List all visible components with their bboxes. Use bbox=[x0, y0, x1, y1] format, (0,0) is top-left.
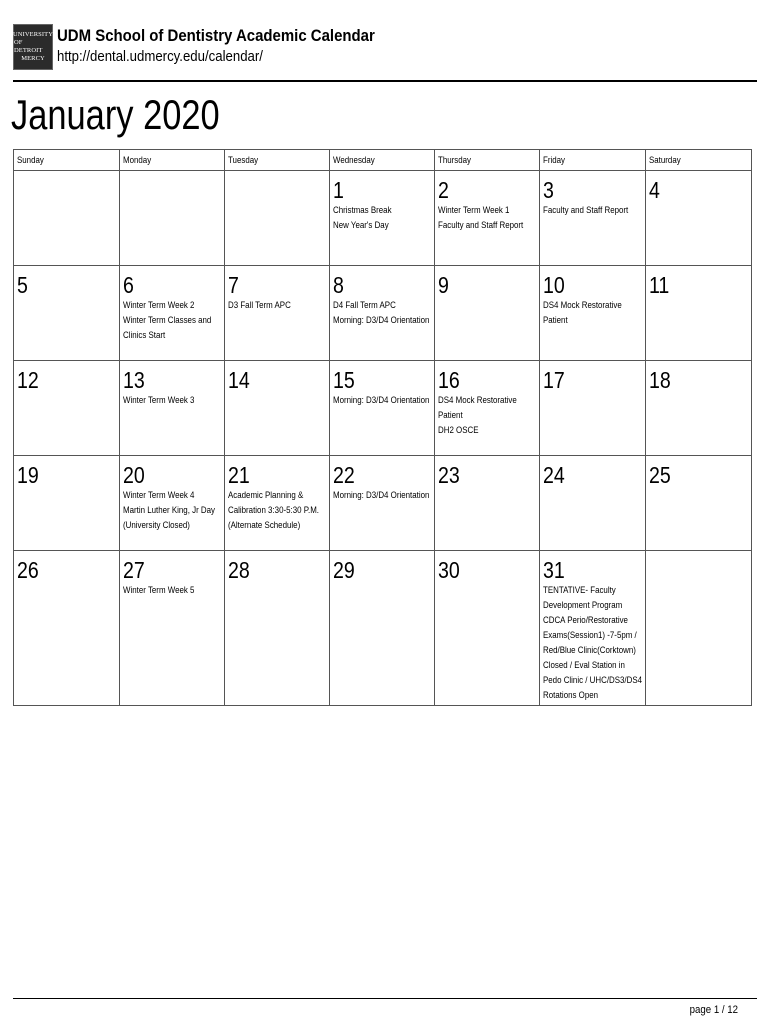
day-number: 9 bbox=[438, 272, 449, 298]
day-number: 23 bbox=[438, 462, 460, 488]
calendar-event[interactable]: Morning: D3/D4 Orientation bbox=[333, 315, 430, 325]
day-cell[interactable] bbox=[330, 551, 435, 706]
logo-line: OF DETROIT bbox=[14, 39, 43, 54]
day-number: 16 bbox=[438, 367, 460, 393]
day-number: 22 bbox=[333, 462, 355, 488]
calendar-event[interactable]: CDCA Perio/Restorative Exams(Session1) -7-5pm / Red/Blue Clinic(Corktown) Closed / Eval Station in Pedo Clinic / UHC/DS3/DS4 Rotations Open bbox=[543, 615, 643, 700]
calendar-event[interactable]: Christmas Break bbox=[333, 205, 392, 215]
site-url[interactable]: http://dental.udmercy.edu/calendar/ bbox=[57, 48, 263, 65]
day-cell[interactable] bbox=[435, 361, 540, 456]
day-cell[interactable] bbox=[330, 171, 435, 266]
day-number: 28 bbox=[228, 557, 250, 583]
day-number: 11 bbox=[649, 272, 670, 298]
day-cell[interactable] bbox=[330, 266, 435, 361]
week-row bbox=[14, 266, 752, 361]
calendar-event[interactable]: Morning: D3/D4 Orientation bbox=[333, 395, 430, 405]
day-cell[interactable] bbox=[120, 266, 225, 361]
calendar-event[interactable]: Winter Term Week 3 bbox=[123, 395, 195, 405]
weekday-label: Wednesday bbox=[333, 155, 375, 165]
day-number: 2 bbox=[438, 177, 449, 203]
day-cell bbox=[646, 551, 752, 706]
calendar-event[interactable]: Winter Term Week 4 bbox=[123, 490, 195, 500]
day-number: 4 bbox=[649, 177, 660, 203]
weekday-header bbox=[14, 150, 120, 171]
day-cell[interactable] bbox=[435, 171, 540, 266]
calendar-event[interactable]: Winter Term Week 5 bbox=[123, 585, 195, 595]
week-row bbox=[14, 551, 752, 706]
day-number: 10 bbox=[543, 272, 565, 298]
weekday-label: Saturday bbox=[649, 155, 681, 165]
calendar-event[interactable]: DS4 Mock Restorative Patient bbox=[438, 395, 517, 420]
day-cell[interactable] bbox=[14, 361, 120, 456]
day-number: 25 bbox=[649, 462, 671, 488]
calendar-event[interactable]: TENTATIVE- Faculty Development Program bbox=[543, 585, 623, 610]
day-number: 24 bbox=[543, 462, 565, 488]
day-number: 26 bbox=[17, 557, 39, 583]
weekday-header bbox=[330, 150, 435, 171]
logo-line: UNIVERSITY bbox=[13, 31, 53, 38]
day-number: 6 bbox=[123, 272, 134, 298]
weekday-header bbox=[646, 150, 752, 171]
calendar-event[interactable]: New Year's Day bbox=[333, 220, 389, 230]
day-number: 31 bbox=[543, 557, 565, 583]
footer-divider bbox=[13, 998, 757, 999]
week-row bbox=[14, 361, 752, 456]
day-cell[interactable] bbox=[14, 456, 120, 551]
weekday-label: Thursday bbox=[438, 155, 472, 165]
weekday-label: Monday bbox=[123, 155, 152, 165]
day-cell[interactable] bbox=[540, 171, 646, 266]
day-cell[interactable] bbox=[540, 266, 646, 361]
day-cell[interactable] bbox=[120, 456, 225, 551]
weekday-header bbox=[540, 150, 646, 171]
day-cell[interactable] bbox=[646, 171, 752, 266]
calendar-event[interactable]: Academic Planning & Calibration 3:30-5:30 P.M. (Alternate Schedule) bbox=[228, 490, 319, 530]
calendar-event[interactable]: Winter Term Week 2 bbox=[123, 300, 195, 310]
day-cell[interactable] bbox=[225, 551, 330, 706]
day-number: 18 bbox=[649, 367, 671, 393]
day-cell[interactable] bbox=[14, 266, 120, 361]
day-number: 30 bbox=[438, 557, 460, 583]
weekday-label: Tuesday bbox=[228, 155, 259, 165]
day-cell[interactable] bbox=[330, 456, 435, 551]
day-number: 20 bbox=[123, 462, 145, 488]
day-number: 8 bbox=[333, 272, 344, 298]
day-number: 15 bbox=[333, 367, 355, 393]
day-cell[interactable] bbox=[330, 361, 435, 456]
day-number: 5 bbox=[17, 272, 28, 298]
day-cell[interactable] bbox=[540, 551, 646, 706]
calendar-event[interactable]: Faculty and Staff Report bbox=[438, 220, 524, 230]
day-number: 14 bbox=[228, 367, 250, 393]
calendar-event[interactable]: D4 Fall Term APC bbox=[333, 300, 396, 310]
day-cell[interactable] bbox=[646, 456, 752, 551]
day-cell[interactable] bbox=[646, 361, 752, 456]
weekday-label: Sunday bbox=[17, 155, 44, 165]
day-cell bbox=[225, 171, 330, 266]
week-row bbox=[14, 456, 752, 551]
day-cell[interactable] bbox=[540, 456, 646, 551]
calendar-event[interactable]: Winter Term Classes and Clinics Start bbox=[123, 315, 212, 340]
day-cell[interactable] bbox=[120, 361, 225, 456]
day-number: 12 bbox=[17, 367, 39, 393]
weekday-header-row bbox=[14, 150, 752, 171]
day-number: 7 bbox=[228, 272, 239, 298]
day-number: 19 bbox=[17, 462, 39, 488]
header-divider bbox=[13, 80, 757, 82]
calendar-event[interactable]: Morning: D3/D4 Orientation bbox=[333, 490, 430, 500]
day-number: 13 bbox=[123, 367, 145, 393]
day-cell[interactable] bbox=[435, 266, 540, 361]
day-cell[interactable] bbox=[646, 266, 752, 361]
calendar-event[interactable]: Faculty and Staff Report bbox=[543, 205, 629, 215]
calendar-grid bbox=[13, 149, 752, 706]
day-cell bbox=[120, 171, 225, 266]
page-header bbox=[13, 20, 757, 82]
day-cell[interactable] bbox=[225, 456, 330, 551]
calendar-event[interactable]: Martin Luther King, Jr Day (University Closed) bbox=[123, 505, 216, 530]
calendar-event[interactable]: DH2 OSCE bbox=[438, 425, 479, 435]
day-cell[interactable] bbox=[435, 456, 540, 551]
week-row bbox=[14, 171, 752, 266]
calendar-event[interactable]: D3 Fall Term APC bbox=[228, 300, 291, 310]
day-number: 1 bbox=[333, 177, 344, 203]
weekday-header bbox=[225, 150, 330, 171]
day-number: 17 bbox=[543, 367, 565, 393]
weekday-header bbox=[435, 150, 540, 171]
logo-line: MERCY bbox=[21, 55, 45, 62]
month-title: January 2020 bbox=[11, 91, 220, 138]
day-cell[interactable] bbox=[120, 551, 225, 706]
weekday-label: Friday bbox=[543, 155, 566, 165]
day-cell bbox=[14, 171, 120, 266]
weekday-header bbox=[120, 150, 225, 171]
day-cell[interactable] bbox=[540, 361, 646, 456]
calendar-event[interactable]: Winter Term Week 1 bbox=[438, 205, 510, 215]
day-number: 29 bbox=[333, 557, 355, 583]
calendar-event[interactable]: DS4 Mock Restorative Patient bbox=[543, 300, 622, 325]
day-number: 27 bbox=[123, 557, 145, 583]
site-title: UDM School of Dentistry Academic Calendar bbox=[57, 26, 375, 45]
day-cell[interactable] bbox=[225, 361, 330, 456]
university-logo bbox=[13, 24, 53, 70]
day-number: 3 bbox=[543, 177, 554, 203]
day-cell[interactable] bbox=[14, 551, 120, 706]
day-cell[interactable] bbox=[225, 266, 330, 361]
page-number: page 1 / 12 bbox=[689, 1004, 738, 1016]
day-cell[interactable] bbox=[435, 551, 540, 706]
day-number: 21 bbox=[228, 462, 250, 488]
